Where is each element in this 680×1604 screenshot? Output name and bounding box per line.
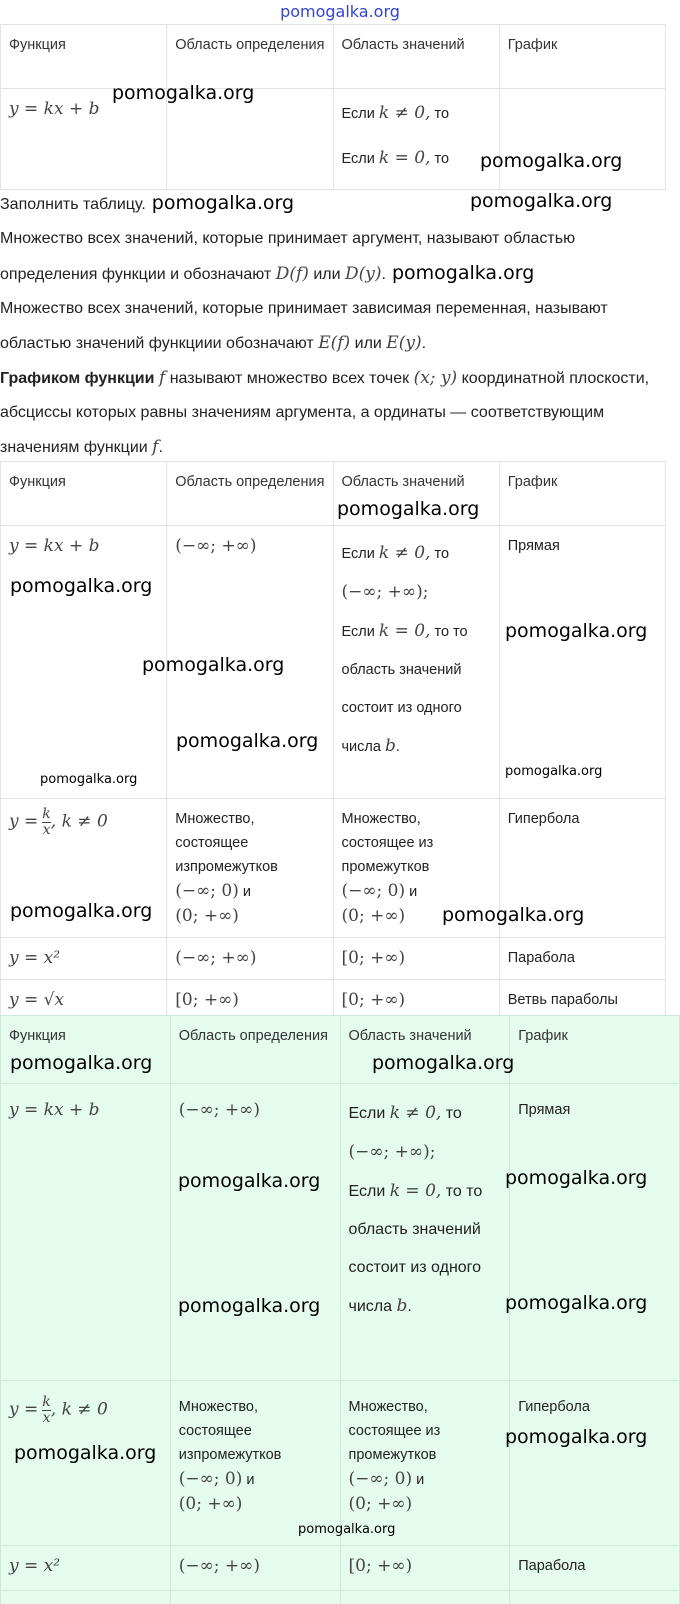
header-graph: График [499,462,665,526]
definition-domain: Множество всех значений, которые принимает аргумент, называют областью определения функции и обозначают D(f) или D(y). pomogalka.org [0,230,576,284]
graph-value: Прямая [499,526,665,799]
watermark: pomogalka.org [505,1426,648,1448]
formula: y = kx + b [9,1100,100,1120]
range-value: [0; +∞) [341,948,406,968]
header-function: Функция [1,462,167,526]
text: то [434,151,450,167]
header-range: Область значений [333,25,499,89]
text: то [434,106,450,122]
header-graph: График [510,1016,680,1084]
range-cell: Если k ≠ 0, то (−∞; +∞); Если k = 0, то то область значений состоит из одного числа b. [333,526,499,799]
definition-graph: Графиком функции f называют множество всех точек (x; y) координатной плоскости, абсциссы которых равны значениям аргумента, а ординаты — соответствующим значениям функции f. [0,368,650,457]
table-row [1,1546,680,1591]
watermark: pomogalka.org [176,730,319,752]
formula: y = kx + b [9,99,100,119]
graph-value: Парабола [510,1546,680,1591]
header-range: Область значений [333,462,499,526]
table-row [1,89,666,190]
watermark: pomogalka.org [10,900,153,922]
table-filled [0,461,666,1022]
cell-graph [499,89,665,190]
domain-value: (−∞; +∞) [175,536,257,556]
table-row [1,526,666,799]
table-row [1,1591,680,1604]
watermark: pomogalka.org [10,575,153,597]
table-header-row [1,25,666,89]
task-text: Заполнить таблицу. [0,196,146,213]
domain-cell: Множество, состоящее изпромежутков (−∞; 0) и (0; +∞) [170,1381,340,1546]
graph-value: Гипербола [499,799,665,938]
watermark: pomogalka.org [40,772,138,787]
watermark: pomogalka.org [14,1442,157,1464]
domain-value: (−∞; +∞) [178,1100,260,1120]
graph-value: Парабола [499,938,665,980]
header-domain: Область определения [167,462,333,526]
watermark: pomogalka.org [505,1292,648,1314]
watermark: pomogalka.org [391,262,535,284]
watermark: pomogalka.org [372,1052,515,1074]
watermark: pomogalka.org [178,1170,321,1192]
formula: y = x² [9,1556,61,1576]
domain-value: (−∞; +∞) [175,948,257,968]
formula: y = x² [9,948,61,968]
table-row: y = $\frac{k}{x}$ , k ≠ 0 Множество, состоящее изпромежутков (−∞; 0) и (0; +∞) Множество, состоящее из промежутков (−∞; 0) и (0; +∞) Гипербола [1,799,666,938]
header-range: Область значений [340,1016,510,1084]
range-cell: Множество, состоящее из промежутков (−∞; 0) и (0; +∞) [340,1381,510,1546]
header-domain: Область определения [170,1016,340,1084]
watermark: pomogalka.org [480,150,623,172]
watermark: pomogalka.org [442,904,585,926]
table-row: y = $\frac{k}{x}$ , k ≠ 0 Множество, состоящее изпромежутков (−∞; 0) и (0; +∞) Множество, состоящее из промежутков (−∞; 0) и (0; +∞) Гипербола [1,1381,680,1546]
range-cell: Если k ≠ 0, то (−∞; +∞); Если k = 0, то то область значений состоит из одного числа b. [340,1084,510,1381]
cell-range [333,89,499,190]
text: Если [341,106,375,122]
watermark: pomogalka.org [112,82,255,104]
graph-value: Ветвь параболы [499,980,665,1022]
range-value: [0; +∞) [348,1556,413,1576]
fraction: $\frac{k}{x}$ [42,1394,51,1426]
table-row [1,938,666,980]
watermark: pomogalka.org [298,1522,396,1537]
fraction: $\frac{k}{x}$ [42,806,51,838]
watermark: pomogalka.org [470,190,613,212]
graph-value: Прямая [510,1084,680,1381]
formula: k = 0, [378,148,431,168]
domain-value: (−∞; +∞) [178,1556,260,1576]
text: Если [341,151,375,167]
watermark: pomogalka.org [505,620,648,642]
header-function: Функция [1,25,167,89]
watermark: pomogalka.org [337,498,480,520]
watermark: pomogalka.org [505,764,603,779]
watermark: pomogalka.org [505,1167,648,1189]
header-function: Функция [1,1016,171,1084]
formula: y = kx + b [9,536,100,556]
header-graph: График [499,25,665,89]
formula: y = √x [9,990,65,1010]
header-domain: Область определения [167,25,333,89]
domain-cell: Множество, состоящее изпромежутков (−∞; 0) и (0; +∞) [167,799,333,938]
watermark: pomogalka.org [142,654,285,676]
instructions-text [0,186,670,465]
range-cell: Множество, состоящее из промежутков (−∞; 0) и (0; +∞) [333,799,499,938]
watermark: pomogalka.org [178,1295,321,1317]
graph-value: Гипербола [510,1381,680,1546]
table-row [1,1084,680,1381]
watermark: pomogalka.org [10,1052,153,1074]
formula: k ≠ 0, [378,103,431,123]
domain-value: [0; +∞) [175,990,239,1010]
range-value: [0; +∞) [341,990,406,1010]
table-header-row [1,462,666,526]
definition-range: Множество всех значений, которые принимает зависимая переменная, называют областью значений функциии обозначают E(f) или E(y). [0,300,608,353]
site-header-logo[interactable]: pomogalka.org [280,2,400,21]
watermark: pomogalka.org [151,192,295,214]
